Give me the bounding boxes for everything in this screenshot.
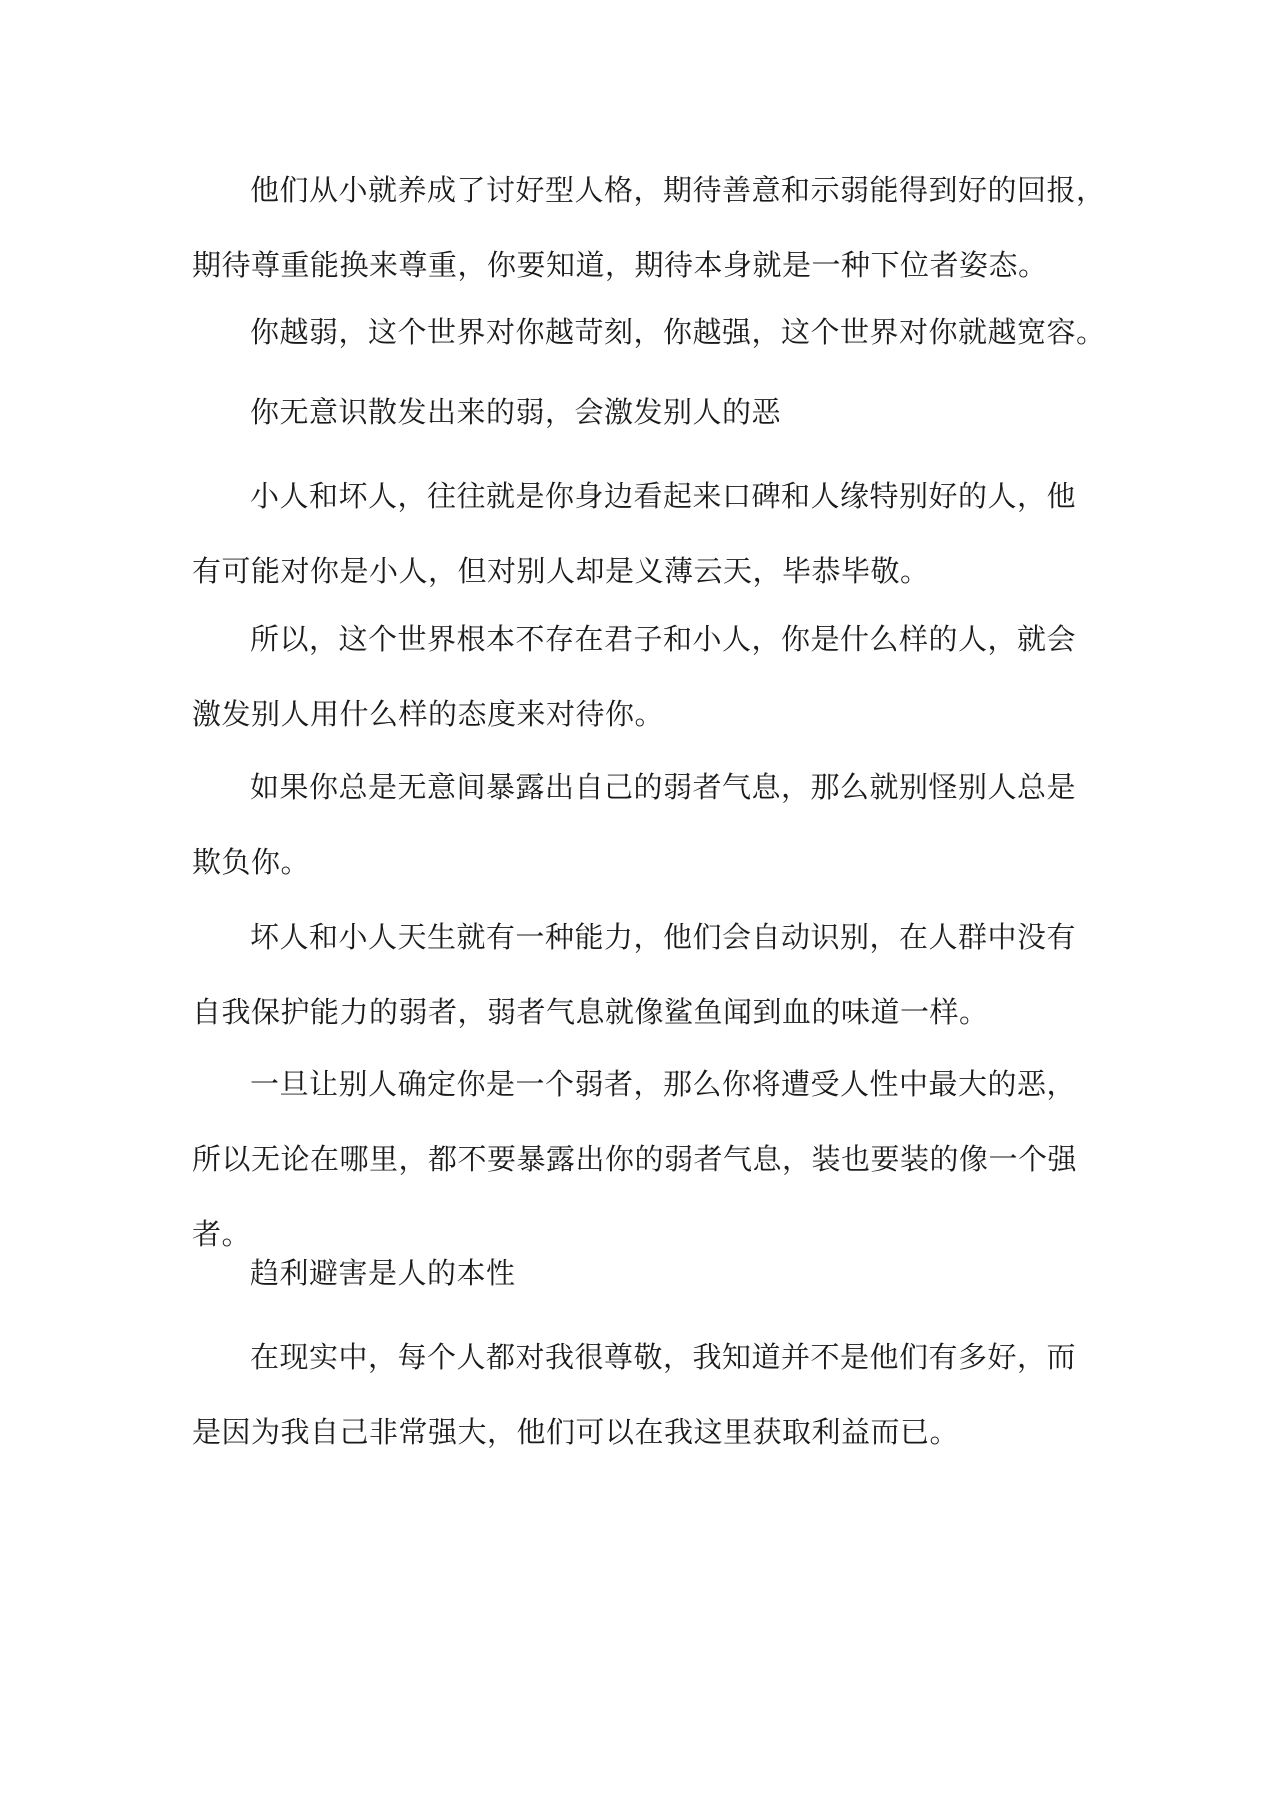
paragraph-5 xyxy=(192,602,1092,752)
paragraph-7 xyxy=(192,900,1092,1050)
text-line: 激发别人用什么样的态度来对待你。 xyxy=(192,697,665,731)
text-line: 趋利避害是人的本性 xyxy=(250,1256,516,1290)
text-line: 他们从小就养成了讨好型人格，期待善意和示弱能得到好的回报， xyxy=(250,173,1106,207)
text-line: 如果你总是无意间暴露出自己的弱者气息，那么就别怪别人总是 xyxy=(250,770,1077,804)
text-line: 所以无论在哪里，都不要暴露出你的弱者气息，装也要装的像一个强 xyxy=(192,1142,1078,1176)
text-line: 小人和坏人，往往就是你身边看起来口碑和人缘特别好的人，他 xyxy=(250,479,1077,513)
text-line: 期待尊重能换来尊重，你要知道，期待本身就是一种下位者姿态。 xyxy=(192,248,1048,282)
text-line: 在现实中，每个人都对我很尊敬，我知道并不是他们有多好，而 xyxy=(250,1340,1077,1374)
paragraph-1 xyxy=(192,153,1106,303)
text-line: 者。 xyxy=(192,1217,252,1251)
text-line: 你越弱，这个世界对你越苛刻，你越强，这个世界对你就越宽容。 xyxy=(250,315,1106,349)
text-line: 是因为我自己非常强大，他们可以在我这里获取利益而已。 xyxy=(192,1415,960,1449)
text-line: 一旦让别人确定你是一个弱者，那么你将遭受人性中最大的恶， xyxy=(250,1067,1077,1101)
text-line: 坏人和小人天生就有一种能力，他们会自动识别，在人群中没有 xyxy=(250,920,1077,954)
paragraph-6 xyxy=(192,750,1092,900)
paragraph-4 xyxy=(192,459,1092,609)
text-line: 所以，这个世界根本不存在君子和小人，你是什么样的人，就会 xyxy=(250,622,1077,656)
paragraph-2 xyxy=(192,295,1106,370)
paragraph-9 xyxy=(192,1236,1092,1311)
paragraph-10 xyxy=(192,1320,1092,1470)
paragraph-3 xyxy=(192,375,1092,450)
text-line: 欺负你。 xyxy=(192,845,311,879)
text-line: 自我保护能力的弱者，弱者气息就像鲨鱼闻到血的味道一样。 xyxy=(192,995,989,1029)
text-line: 你无意识散发出来的弱，会激发别人的恶 xyxy=(250,395,782,429)
text-line: 有可能对你是小人，但对别人却是义薄云天，毕恭毕敬。 xyxy=(192,554,930,588)
